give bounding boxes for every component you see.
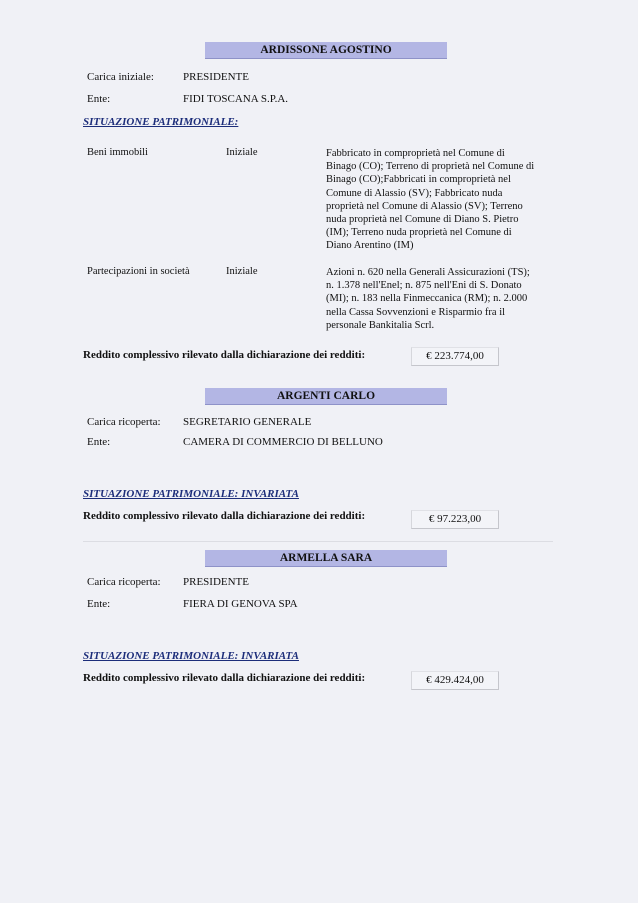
asset-period: Iniziale [226, 266, 258, 277]
entity-value: CAMERA DI COMMERCIO DI BELLUNO [183, 436, 383, 448]
situation-heading: SITUAZIONE PATRIMONIALE: INVARIATA [83, 488, 299, 500]
asset-description-line: Comune di Alassio (SV); Fabbricato nuda [326, 187, 503, 199]
entity-value: FIERA DI GENOVA SPA [183, 598, 298, 610]
income-label: Reddito complessivo rilevato dalla dichiarazione dei redditi: [83, 510, 366, 522]
role-value: PRESIDENTE [183, 71, 249, 83]
asset-description-line: nuda proprietà nel Comune di Diano S. Pietro [326, 214, 519, 226]
asset-type: Partecipazioni in società [87, 266, 190, 277]
asset-description [326, 147, 566, 253]
asset-description-line: nella Cassa Sovvenzioni e Risparmio fra il [326, 306, 506, 318]
situation-heading: SITUAZIONE PATRIMONIALE: INVARIATA [83, 650, 299, 662]
entity-value: FIDI TOSCANA S.P.A. [183, 93, 289, 105]
asset-description-line: Binago (CO);Fabbricati in comproprietà nel [326, 174, 511, 186]
role-label: Carica ricoperta: [87, 416, 161, 428]
asset-description-line: n. 1.378 nell'Enel; n. 875 nell'Eni di S. Donato [326, 280, 522, 292]
income-value: € 429.424,00 [411, 671, 499, 690]
entity-label: Ente: [87, 93, 111, 105]
person-name-header: ARDISSONE AGOSTINO [205, 42, 447, 59]
asset-description-line: (IM); Terreno nuda proprietà nel Comune di [326, 227, 512, 239]
asset-description-line: Diano Arentino (IM) [326, 240, 414, 252]
situation-heading: SITUAZIONE PATRIMONIALE: [83, 116, 239, 128]
asset-description-line: Binago (CO); Terreno di proprietà nel Comune di [326, 161, 535, 173]
asset-description-line: Fabbricato in comproprietà nel Comune di [326, 148, 505, 159]
entity-label: Ente: [87, 598, 111, 610]
asset-description-line: personale Bankitalia Scrl. [326, 319, 435, 331]
role-label: Carica ricoperta: [87, 576, 161, 588]
person-name-header: ARGENTI CARLO [205, 388, 447, 405]
asset-description-line: Azioni n. 620 nella Generali Assicurazioni (TS); [326, 267, 530, 278]
income-label: Reddito complessivo rilevato dalla dichiarazione dei redditi: [83, 672, 366, 684]
asset-description [326, 266, 566, 332]
asset-description-line: proprietà nel Comune di Alassio (SV); Terreno [326, 200, 523, 212]
income-label: Reddito complessivo rilevato dalla dichiarazione dei redditi: [83, 349, 366, 361]
asset-period: Iniziale [226, 147, 258, 158]
role-value: PRESIDENTE [183, 576, 249, 588]
divider [83, 541, 553, 542]
income-value: € 97.223,00 [411, 510, 499, 529]
asset-description-line: (MI); n. 183 nella Finmeccanica (RM); n. 2.000 [326, 293, 528, 305]
income-value: € 223.774,00 [411, 347, 499, 366]
person-name-header: ARMELLA SARA [205, 550, 447, 567]
asset-type: Beni immobili [87, 147, 148, 158]
role-value: SEGRETARIO GENERALE [183, 416, 312, 428]
role-label: Carica iniziale: [87, 71, 154, 83]
entity-label: Ente: [87, 436, 111, 448]
